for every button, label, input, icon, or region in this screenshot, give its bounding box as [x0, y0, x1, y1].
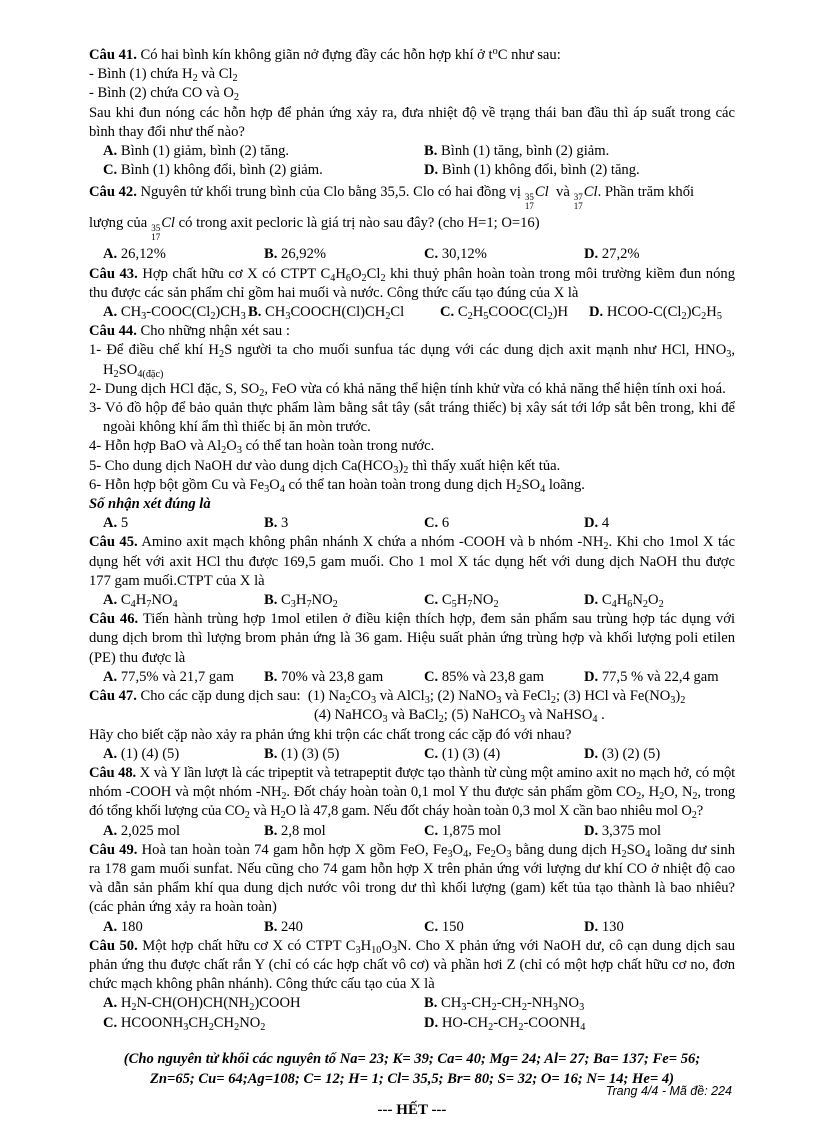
question-45: Câu 45. Amino axit mạch không phân nhánh X chứa a nhóm -COOH và b nhóm $-NH_2$. Khi cho 1mol X tác dụng hết với axit HCl thu được 169,5 gam muối. Cho 1 mol X tác dụng hết với dung dịch NaOH thu được 177 gam muối.CTPT của X là A. $C_4H_7NO_4$ B. $C_3H_7NO_2$ C. $C_5H_7NO_2$ D. $C_4H_6N_2O_2$	[89, 534, 735, 611]
option-c[interactable]: C. 1,875 mol	[424, 822, 502, 839]
option-d[interactable]: D. 3,375 mol	[584, 822, 662, 839]
option-d[interactable]: D. 130	[584, 918, 624, 935]
option-d[interactable]: D. $HO-CH_2-CH_2-COONH_4$	[424, 1014, 586, 1033]
option-b[interactable]: B. (1) (3) (5)	[264, 745, 340, 762]
option-a[interactable]: A. 77,5% và 21,7 gam	[103, 668, 234, 685]
option-a[interactable]: A. $C_4H_7NO_4$	[103, 592, 178, 611]
option-b[interactable]: B. $C_3H_7NO_2$	[264, 592, 338, 611]
option-c[interactable]: C. 6	[424, 515, 450, 532]
option-b[interactable]: B. 26,92%	[264, 246, 327, 263]
option-d[interactable]: D. (3) (2) (5)	[584, 745, 661, 762]
option-a[interactable]: A. 26,12%	[103, 246, 166, 263]
option-c[interactable]: C. (1) (3) (4)	[424, 745, 501, 762]
question-47: Câu 47. Cho các cặp dung dịch sau: (1) $Na_2CO_3$ và AlCl$_3$; (2) NaNO$_3$ và FeCl$_2$; (3) HCl và $Fe(NO_3)_2$ (4) NaHCO$_3$ và BaCl$_2$; (5) NaHCO$_3$ và NaHSO$_4$ . Hãy cho biết cặp nào xảy ra phản ứng khi trộn các chất trong các cặp đó với nhau? A. (1) (4) (5) B. (1) (3) (5) C. (1) (3) (4) D. (3) (2) (5)	[89, 687, 735, 764]
question-48: Câu 48. X và Y lần lượt là các tripeptit và tetrapeptit được tạo thành từ cùng một amino axit no mạch hở, có một nhóm -COOH và một nhóm $-NH_2$. Đốt cháy hoàn toàn 0,1 mol Y thu được sản phẩm gồm $CO_2$, $H_2O$, $N_2$, trong đó tổng khối lượng của $CO_2$ và $H_2O$ là 47,8 gam. Nếu đốt cháy hoàn toàn 0,3 mol X cần bao nhiêu mol $O_2$? A. 2,025 mol B. 2,8 mol C. 1,875 mol D. 3,375 mol	[89, 764, 735, 841]
options-41	[89, 142, 735, 161]
atomic-mass-note: (Cho nguyên tử khối các nguyên tố Na= 23; K= 39; Ca= 40; Mg= 24; Al= 27; Ba= 137; Fe= 56; Zn=65; Cu= 64;Ag=108; C= 12; H= 1; Cl= 35,5; Br= 80; S= 32; O= 16; N= 14; He= 4)	[123, 1050, 701, 1087]
option-c[interactable]: C. 30,12%	[424, 246, 487, 263]
option-b[interactable]: B. 70% và 23,8 gam	[264, 668, 384, 685]
option-b[interactable]: B. Bình (1) tăng, bình (2) giảm.	[424, 143, 610, 160]
option-c[interactable]: C. $C_2H_5COOC(Cl_2)H$	[440, 304, 569, 323]
option-d[interactable]: D. 4	[584, 515, 610, 532]
option-d[interactable]: D. HCOO-$C(Cl_2)C_2H_5$	[589, 304, 722, 323]
option-c[interactable]: C. $C_5H_7NO_2$	[424, 592, 499, 611]
question-42: Câu 42. Nguyên tử khối trung bình của Clo bằng 35,5. Clo có hai đồng vị 35 17 Cl và 37 17 Cl. Phần trăm khối lượng của 35 17 Cl có trong axit pecloric là giá trị nào sau đây? (cho H=1; O=16) A. 26,12% B. 26,92% C. 30,12% D. 27,2%	[89, 180, 735, 264]
option-d[interactable]: D. 27,2%	[584, 246, 640, 263]
option-a[interactable]: A. (1) (4) (5)	[103, 745, 180, 762]
question-50: Câu 50. Một hợp chất hữu cơ X có CTPT $C_3H_{10}O_3N$. Cho X phản ứng với NaOH dư, cô cạn dung dịch sau phản ứng thu được chất rắn Y (chỉ có các hợp chất vô cơ) và phần hơi Z (chỉ có một hợp chất hữu cơ no, đơn chức mạch không phân nhánh). Công thức cấu tạo của X là A. $H_2N-CH(OH)CH(NH_2)COOH$ B. $CH_3-CH_2-CH_2-NH_3NO_3$ C. $HCOONH_3CH_2CH_2NO_2$ D. $HO-CH_2-CH_2-COONH_4$	[89, 937, 736, 1033]
option-a[interactable]: A. $H_2N-CH(OH)CH(NH_2)COOH$	[103, 995, 301, 1014]
question-43: Câu 43. Hợp chất hữu cơ X có CTPT $C_4H_6O_2Cl_2$ khi thuỷ phân hoàn toàn trong môi trường kiềm đun nóng thu được các sản phẩm chỉ gồm hai muối và nước. Công thức cấu tạo đúng của X là A. $CH_3-COOC(Cl_2)CH_3$ B. $CH_3COOCH(Cl)CH_2Cl$ C. $C_2H_5COOC(Cl_2)H$ D. HCOO-$C(Cl_2)C_2H_5$	[89, 265, 735, 323]
option-b[interactable]: B. 240	[264, 918, 303, 935]
option-d[interactable]: D. $C_4H_6N_2O_2$	[584, 592, 664, 611]
page-footer: Trang 4/4 - Mã đề: 224	[605, 1084, 732, 1098]
option-b[interactable]: B. 3	[264, 515, 289, 532]
option-b[interactable]: B. $CH_3-CH_2-CH_2-NH_3NO_3$	[424, 995, 585, 1014]
option-a[interactable]: A. Bình (1) giảm, bình (2) tăng.	[103, 143, 290, 160]
end-marker: --- HẾT ---	[377, 1101, 447, 1118]
question-41: Câu 41. Có hai bình kín không giãn nở đựng đầy các hỗn hợp khí ở $t^oC$ như sau: - Bình (1) chứa $H_2$ và $Cl_2$ - Bình (2) chứa CO và $O_2$ Sau khi đun nóng các hỗn hợp để phản ứng xảy ra, đưa nhiệt độ về trạng thái ban đầu thì áp suất trong các bình thay đổi như thế nào? A. Bình (1) giảm, bình (2) tăng. B. Bình (1) tăng, bình (2) giảm. C. Bình (1) không đổi, bình (2) giảm. D. Bình (1) không đổi, bình (2) tăng.	[89, 46, 735, 180]
option-b[interactable]: B. 2,8 mol	[264, 822, 326, 839]
question-46: Câu 46. Tiến hành trùng hợp 1mol etilen ở điều kiện thích hợp, đem sản phẩm sau trùng hợp tác dụng với dung dịch brom thì lượng brom phản ứng là 36 gam. Hiệu suất phản ứng trùng hợp và khối lượng poli etilen (PE) thu được là A. 77,5% và 21,7 gam B. 70% và 23,8 gam C. 85% và 23,8 gam D. 77,5 % và 22,4 gam	[89, 610, 735, 687]
isotope-35: 35 17	[524, 192, 534, 212]
option-d[interactable]: D. 77,5 % và 22,4 gam	[584, 668, 719, 685]
option-c[interactable]: C. 85% và 23,8 gam	[424, 668, 544, 685]
option-d[interactable]: D. Bình (1) không đổi, bình (2) tăng.	[424, 162, 640, 179]
question-49: Câu 49. Hoà tan hoàn toàn 74 gam hỗn hợp X gồm FeO, $Fe_3O_4$, $Fe_2O_3$ bằng dung dịch $H_2SO_4$ loãng dư sinh ra 178 gam muối sunfat. Nếu cũng cho 74 gam hỗn hợp X trên phản ứng với lượng dư khí CO ở nhiệt độ cao và dẫn sản phẩm khí qua dung dịch nước vôi trong dư thì khối lượng (gam) kết tủa tạo thành là bao nhiêu? (các phản ứng xảy ra hoàn toàn) A. 180 B. 240 C. 150 D. 130	[89, 841, 735, 937]
isotope-37: 37 17	[573, 192, 583, 212]
option-a[interactable]: A. 2,025 mol	[103, 822, 181, 839]
question-44: Câu 44. Cho những nhận xét sau : 1- Để điều chế khí $H_2S$ người ta cho muối sunfua tác dụng với các dung dịch axit mạnh như HCl, $HNO_3$, $H_2SO_{4(đặc)}$ 2- Dung dịch HCl đặc, S, $SO_2$, FeO vừa có khả năng thể hiện tính khử vừa có khả năng thể hiện tính oxi hoá. 3- Vỏ đồ hộp để bảo quản thực phẩm làm bằng sắt tây (sắt tráng thiếc) bị xây sát tới lớp sắt bên trong, khi để ngoài không khí ẩm thì thiếc bị ăn mòn trước. 4- Hỗn hợp BaO và $Al_2O_3$ có thể tan hoàn toàn trong nước. 5- Cho dung dịch NaOH dư vào dung dịch $Ca(HCO_3)_2$ thì thấy xuất hiện kết tủa. 6- Hỗn hợp bột gồm Cu và $Fe_3O_4$ có thể tan hoàn toàn trong dung dịch $H_2SO_4$ loãng. Số nhận xét đúng là A. 5 B. 3 C. 6 D. 4	[89, 322, 735, 533]
option-a[interactable]: A. 5	[103, 515, 129, 532]
option-a[interactable]: A. $CH_3-COOC(Cl_2)CH_3$	[103, 304, 246, 323]
option-b[interactable]: B. $CH_3COOCH(Cl)CH_2Cl$	[248, 304, 405, 323]
option-c[interactable]: C. Bình (1) không đổi, bình (2) giảm.	[103, 162, 323, 179]
option-a[interactable]: A. 180	[103, 918, 143, 935]
exam-page	[89, 46, 735, 1120]
option-c[interactable]: C. $HCOONH_3CH_2CH_2NO_2$	[103, 1014, 266, 1033]
option-c[interactable]: C. 150	[424, 918, 464, 935]
